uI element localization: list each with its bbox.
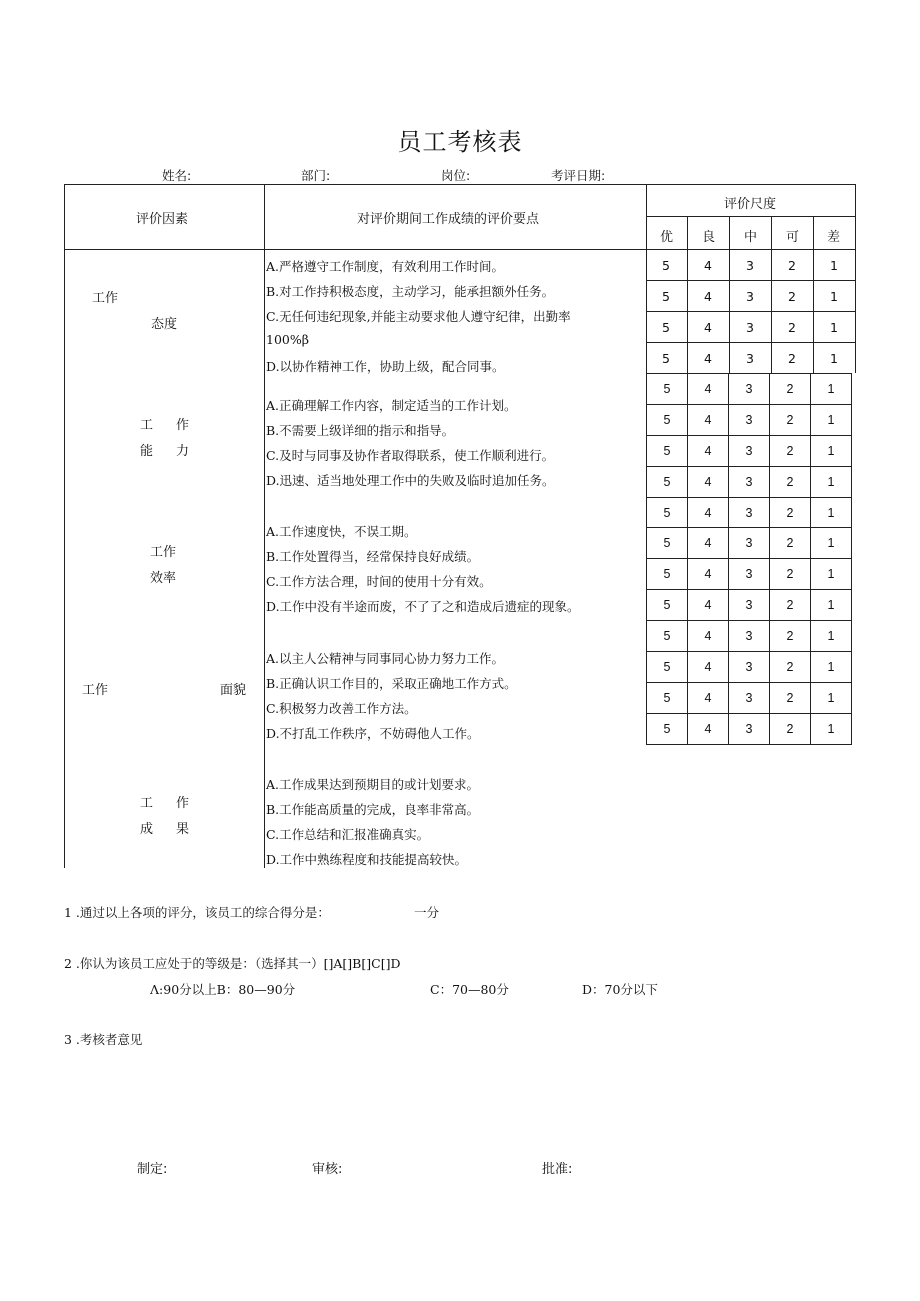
scale-header-divider xyxy=(646,216,855,217)
grade-excellent: 优 xyxy=(660,230,674,245)
grade-divider xyxy=(771,216,772,248)
score-cell[interactable]: 3 xyxy=(729,559,770,590)
score-cell[interactable]: 3 xyxy=(729,652,770,683)
score-cell[interactable]: 3 xyxy=(746,351,754,366)
table-divider-factor xyxy=(264,184,265,868)
score-cell[interactable]: 5 xyxy=(647,590,688,621)
grade-c-range: C：70—80分 xyxy=(430,982,509,997)
score-cell[interactable]: 5 xyxy=(647,652,688,683)
score-cell[interactable]: 1 xyxy=(830,351,838,366)
factor-ability-2: 作 xyxy=(176,418,190,433)
score-cell[interactable]: 5 xyxy=(647,621,688,652)
score-cell[interactable]: 3 xyxy=(729,590,770,621)
criterion-item: C.工作方法合理，时间的使用十分有效。 xyxy=(266,574,492,589)
col-scale-header: 评价尺度 xyxy=(724,197,777,212)
score-row xyxy=(647,404,852,435)
factor-ability-1: 工 xyxy=(140,418,154,433)
name-label: 姓名: xyxy=(162,168,192,183)
factor-efficiency-2: 效率 xyxy=(150,571,177,586)
criterion-item: D.工作中熟练程度和技能提高较快。 xyxy=(266,852,468,867)
score-cell[interactable]: 2 xyxy=(788,320,796,335)
score-row xyxy=(647,435,852,466)
factor-ability-4: 力 xyxy=(176,444,190,459)
factor-results-2: 作 xyxy=(176,796,190,811)
factor-attitude-2: 态度 xyxy=(151,317,178,332)
score-cell[interactable]: 2 xyxy=(770,528,811,559)
score-cell[interactable]: 3 xyxy=(729,621,770,652)
score-cell[interactable]: 2 xyxy=(770,435,811,466)
score-cell[interactable]: 4 xyxy=(688,590,729,621)
score-cell[interactable]: 1 xyxy=(811,559,852,590)
score-cell[interactable]: 5 xyxy=(647,559,688,590)
score-cell[interactable]: 3 xyxy=(729,713,770,744)
criterion-item: C.无任何违纪现象,并能主动要求他人遵守纪律，出勤率 xyxy=(266,309,571,324)
factor-demeanor-1: 工作 xyxy=(82,683,109,698)
review-date-label: 考评日期: xyxy=(551,168,606,183)
position-label: 岗位: xyxy=(441,168,471,183)
score-grid xyxy=(646,373,852,745)
criterion-item: C.积极努力改善工作方法。 xyxy=(266,701,417,716)
table-left-border xyxy=(64,248,65,868)
criterion-item: 100%β xyxy=(266,332,309,347)
factor-attitude-1: 工作 xyxy=(92,291,119,306)
score-cell[interactable]: 4 xyxy=(688,497,729,528)
score-row xyxy=(647,621,852,652)
criterion-item: A.严格遵守工作制度，有效利用工作时间。 xyxy=(266,259,505,274)
grade-fair: 可 xyxy=(786,230,800,245)
factor-demeanor-2: 面貌 xyxy=(220,683,247,698)
score-cell[interactable]: 2 xyxy=(770,374,811,405)
score-row xyxy=(647,682,852,713)
score-cell[interactable]: 4 xyxy=(688,713,729,744)
score-cell[interactable]: 4 xyxy=(704,351,712,366)
score-cell[interactable]: 2 xyxy=(788,258,796,273)
page-title: 员工考核表 xyxy=(397,128,523,156)
score-cell[interactable]: 3 xyxy=(746,258,754,273)
grade-divider xyxy=(729,216,730,248)
criterion-item: D.工作中没有半途而废，不了了之和造成后遗症的现象。 xyxy=(266,599,580,614)
score-cell[interactable]: 4 xyxy=(688,528,729,559)
score-cell[interactable]: 1 xyxy=(811,528,852,559)
criterion-item: A.工作速度快，不误工期。 xyxy=(266,524,417,539)
score-cell[interactable]: 4 xyxy=(688,466,729,497)
score-cell[interactable]: 1 xyxy=(811,404,852,435)
score-row-line xyxy=(646,311,855,312)
score-cell[interactable]: 5 xyxy=(647,682,688,713)
grade-d-range: D：70分以下 xyxy=(582,982,658,997)
score-cell[interactable]: 3 xyxy=(746,320,754,335)
score-cell[interactable]: 4 xyxy=(688,374,729,405)
score-cell[interactable]: 2 xyxy=(770,621,811,652)
score-cell[interactable]: 1 xyxy=(811,497,852,528)
score-cell[interactable]: 4 xyxy=(704,258,712,273)
score-cell[interactable]: 2 xyxy=(770,652,811,683)
grade-divider xyxy=(813,216,814,248)
col-points-header: 对评价期间工作成绩的评价要点 xyxy=(357,212,540,227)
score-cell[interactable]: 5 xyxy=(662,351,670,366)
score-cell[interactable]: 1 xyxy=(830,320,838,335)
score-cell[interactable]: 4 xyxy=(704,320,712,335)
score-col-right xyxy=(855,248,856,373)
criterion-item: C.及时与同事及协作者取得联系，使工作顺利进行。 xyxy=(266,448,555,463)
criterion-item: D.不打乱工作秩序，不妨碍他人工作。 xyxy=(266,726,480,741)
total-score-unit: 一分 xyxy=(414,905,440,920)
score-cell[interactable]: 2 xyxy=(770,713,811,744)
made-by-label: 制定: xyxy=(137,1162,168,1177)
score-row xyxy=(647,590,852,621)
score-cell[interactable]: 2 xyxy=(770,466,811,497)
criterion-item: D.迅速、适当地处理工作中的失败及临时追加任务。 xyxy=(266,473,555,488)
criterion-item: A.正确理解工作内容，制定适当的工作计划。 xyxy=(266,398,517,413)
score-cell[interactable]: 5 xyxy=(647,374,688,405)
score-cell[interactable]: 5 xyxy=(647,497,688,528)
score-cell[interactable]: 1 xyxy=(811,652,852,683)
score-cell[interactable]: 5 xyxy=(647,435,688,466)
score-cell[interactable]: 1 xyxy=(811,713,852,744)
score-row xyxy=(647,528,852,559)
score-cell[interactable]: 4 xyxy=(704,289,712,304)
score-cell[interactable]: 1 xyxy=(811,621,852,652)
score-cell[interactable]: 3 xyxy=(729,497,770,528)
grade-medium: 中 xyxy=(744,230,758,245)
grade-good: 良 xyxy=(702,230,716,245)
criterion-item: B.工作处置得当，经常保持良好成绩。 xyxy=(266,549,480,564)
score-cell[interactable]: 3 xyxy=(729,682,770,713)
grade-divider xyxy=(687,216,688,248)
score-cell[interactable]: 4 xyxy=(688,559,729,590)
approved-by-label: 批准: xyxy=(542,1162,573,1177)
score-cell[interactable]: 2 xyxy=(788,351,796,366)
total-score-question: 1 .通过以上各项的评分，该员工的综合得分是： xyxy=(64,905,330,920)
criterion-item: D.以协作精神工作，协助上级，配合同事。 xyxy=(266,359,505,374)
score-cell[interactable]: 4 xyxy=(688,404,729,435)
criterion-item: A.以主人公精神与同事同心协力努力工作。 xyxy=(266,651,505,666)
score-row xyxy=(647,652,852,683)
score-cell[interactable]: 5 xyxy=(647,466,688,497)
score-row-line xyxy=(646,280,855,281)
reviewed-by-label: 审核: xyxy=(312,1162,343,1177)
criterion-item: B.对工作持积极态度，主动学习，能承担额外任务。 xyxy=(266,284,555,299)
score-cell[interactable]: 3 xyxy=(729,404,770,435)
col-factor-header: 评价因素 xyxy=(136,212,189,227)
score-row xyxy=(647,497,852,528)
criterion-item: B.工作能高质量的完成，良率非常高。 xyxy=(266,802,480,817)
score-row-line xyxy=(646,342,855,343)
score-cell[interactable]: 1 xyxy=(811,374,852,405)
department-label: 部门: xyxy=(301,168,331,183)
score-cell[interactable]: 4 xyxy=(688,682,729,713)
score-cell[interactable]: 2 xyxy=(770,404,811,435)
score-cell[interactable]: 5 xyxy=(662,320,670,335)
score-cell[interactable]: 2 xyxy=(770,590,811,621)
score-cell[interactable]: 2 xyxy=(770,559,811,590)
score-cell[interactable]: 1 xyxy=(811,590,852,621)
score-cell[interactable]: 3 xyxy=(729,528,770,559)
grade-poor: 差 xyxy=(827,230,841,245)
factor-results-1: 工 xyxy=(140,796,154,811)
score-cell[interactable]: 1 xyxy=(830,289,838,304)
criterion-item: A.工作成果达到预期目的或计划要求。 xyxy=(266,777,480,792)
score-cell[interactable]: 1 xyxy=(811,466,852,497)
score-row xyxy=(647,374,852,405)
score-cell[interactable]: 2 xyxy=(770,682,811,713)
score-cell[interactable]: 5 xyxy=(647,404,688,435)
score-cell[interactable]: 1 xyxy=(811,435,852,466)
criterion-item: B.正确认识工作目的，采取正确地工作方式。 xyxy=(266,676,517,691)
score-row xyxy=(647,466,852,497)
score-row xyxy=(647,559,852,590)
score-cell[interactable]: 4 xyxy=(688,652,729,683)
score-cell[interactable]: 1 xyxy=(830,258,838,273)
score-row xyxy=(647,713,852,744)
score-cell[interactable]: 2 xyxy=(770,497,811,528)
score-cell[interactable]: 5 xyxy=(647,713,688,744)
score-cell[interactable]: 4 xyxy=(688,621,729,652)
score-cell[interactable]: 3 xyxy=(746,289,754,304)
score-cell[interactable]: 5 xyxy=(662,258,670,273)
score-cell[interactable]: 1 xyxy=(811,682,852,713)
score-cell[interactable]: 3 xyxy=(729,435,770,466)
factor-ability-3: 能 xyxy=(140,444,154,459)
criterion-item: C.工作总结和汇报准确真实。 xyxy=(266,827,430,842)
score-cell[interactable]: 2 xyxy=(788,289,796,304)
score-cell[interactable]: 5 xyxy=(647,528,688,559)
score-cell[interactable]: 3 xyxy=(729,466,770,497)
score-cell[interactable]: 5 xyxy=(662,289,670,304)
factor-results-4: 果 xyxy=(176,822,190,837)
score-cell[interactable]: 4 xyxy=(688,435,729,466)
score-cell[interactable]: 3 xyxy=(729,374,770,405)
criterion-item: B.不需要上级详细的指示和指导。 xyxy=(266,423,455,438)
factor-results-3: 成 xyxy=(140,822,154,837)
factor-efficiency-1: 工作 xyxy=(150,545,177,560)
reviewer-opinion-label: 3 .考核者意见 xyxy=(64,1032,143,1047)
grade-level-question: 2 .你认为该员工应处于的等级是：（选择其一）[]A[]B[]C[]D xyxy=(64,956,401,971)
grade-a-b-range: Λ:90分以上B：80—90分 xyxy=(150,982,296,997)
